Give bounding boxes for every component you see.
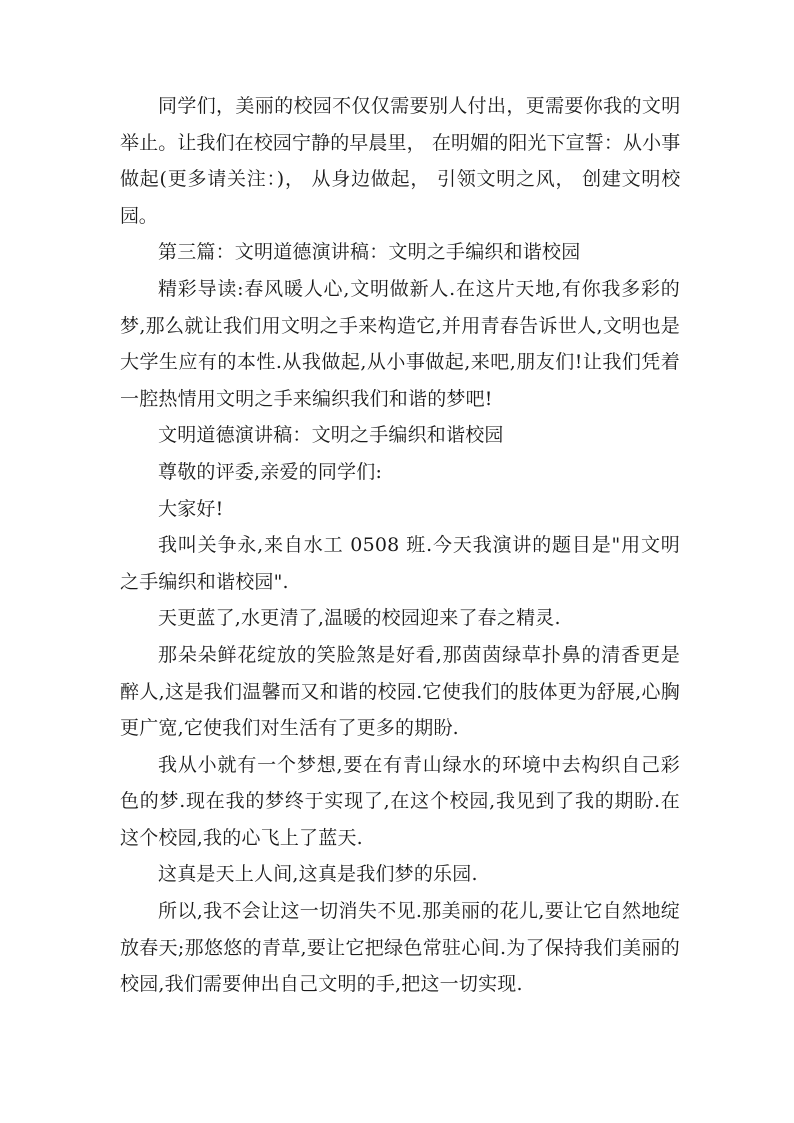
paragraph-dream: 我从小就有一个梦想,要在有青山绿水的环境中去构织自己彩色的梦.现在我的梦终于实现了,在这个校园,我见到了我的期盼.在这个校园,我的心飞上了蓝天. [120,753,680,849]
paragraph-self-intro: 我叫关争永,来自水工 0508 班.今天我演讲的题目是"用文明之手编织和谐校园". [120,534,680,593]
paragraph-1: 同学们，美丽的校园不仅仅需要别人付出，更需要你我的文明举止。让我们在校园宁静的早晨里， 在明媚的阳光下宣誓：从小事做起(更多请关注：)， 从身边做起， 引领文明之风， 创建文明校园。 [120,95,680,227]
paragraph-flowers: 那朵朵鲜花绽放的笑脸煞是好看,那茵茵绿草扑鼻的清香更是醉人,这是我们温馨而又和谐的校园.它使我们的肢体更为舒展,心胸更广宽,它使我们对生活有了更多的期盼. [120,643,680,740]
paragraph-paradise: 这真是天上人间,这真是我们梦的乐园. [158,863,478,886]
paragraph-sky: 天更蓝了,水更清了,温暖的校园迎来了春之精灵. [158,607,561,630]
greeting: 大家好! [158,497,224,520]
paragraph-intro: 精彩导读:春风暖人心,文明做新人.在这片天地,有你我多彩的梦,那么就让我们用文明之手来构造它,并用青春告诉世人,文明也是大学生应有的本性.从我做起,从小事做起,来吧,朋友们!让我们凭着一腔热情用文明之手来编织我们和谐的梦吧! [120,277,680,410]
speech-title: 文明道德演讲稿：文明之手编织和谐校园 [158,424,504,447]
section-heading: 第三篇：文明道德演讲稿：文明之手编织和谐校园 [158,241,581,264]
document-page [120,88,680,1003]
paragraph-conclusion: 所以,我不会让这一切消失不见.那美丽的花儿,要让它自然地绽放春天;那悠悠的青草,要让它把绿色常驻心间.为了保持我们美丽的校园,我们需要伸出自己文明的手,把这一切实现. [120,900,680,996]
salutation: 尊敬的评委,亲爱的同学们: [158,460,383,483]
